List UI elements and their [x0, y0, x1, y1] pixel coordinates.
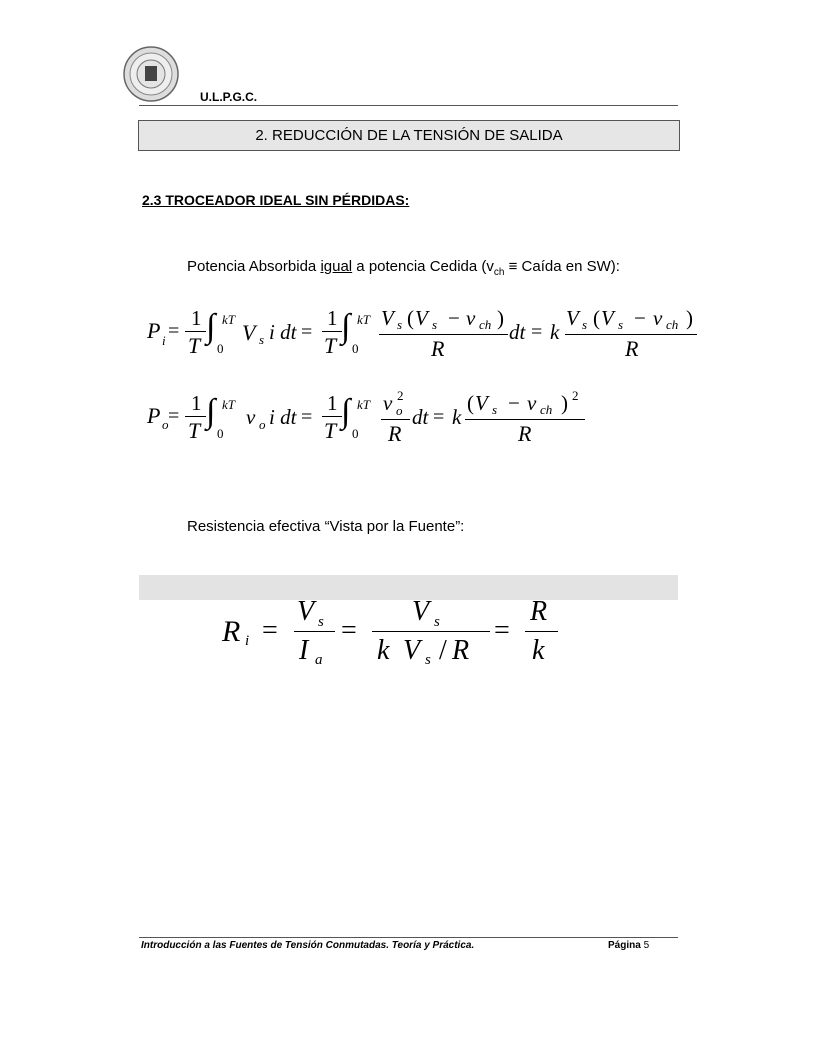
- chapter-title: 2. REDUCCIÓN DE LA TENSIÓN DE SALIDA: [138, 120, 680, 151]
- fraction-bar: [322, 416, 342, 417]
- math-symbol: s: [397, 317, 403, 332]
- fraction-bar: [465, 419, 585, 420]
- math-symbol: I: [299, 635, 309, 666]
- math-symbol: ): [686, 306, 693, 330]
- fraction-bar: [379, 334, 508, 335]
- math-symbol: T: [188, 418, 201, 443]
- math-symbol: 0: [217, 341, 224, 356]
- footer-rule: [139, 937, 678, 938]
- math-symbol: v: [527, 391, 537, 415]
- fraction-bar: [294, 631, 335, 632]
- math-symbol: V: [566, 306, 579, 330]
- institution-name: U.L.P.G.C.: [200, 90, 258, 104]
- math-symbol: kT: [357, 397, 370, 412]
- math-symbol: o: [396, 403, 403, 418]
- math-symbol: 1: [191, 306, 202, 330]
- fraction-bar: [185, 416, 206, 417]
- math-symbol: i dt: [269, 320, 297, 344]
- math-symbol: =: [433, 406, 445, 428]
- math-symbol: R: [530, 596, 548, 627]
- math-symbol: 2: [572, 388, 579, 403]
- math-symbol: s: [259, 332, 265, 347]
- fraction-bar: [381, 419, 410, 420]
- math-symbol: kT: [357, 312, 370, 327]
- math-symbol: s: [618, 317, 624, 332]
- math-symbol: v: [466, 306, 476, 330]
- math-symbol: o: [162, 417, 169, 432]
- math-symbol: ∫: [341, 308, 351, 345]
- fraction-bar: [525, 631, 558, 632]
- math-symbol: R: [388, 421, 402, 446]
- math-symbol: igual: [320, 258, 353, 275]
- university-seal-logo: [122, 46, 180, 102]
- math-symbol: =: [341, 615, 357, 646]
- math-symbol: ch: [666, 317, 679, 332]
- math-symbol: ∫: [206, 393, 216, 430]
- math-symbol: /: [439, 635, 447, 666]
- math-symbol: dt: [509, 320, 526, 344]
- math-symbol: 1: [327, 306, 338, 330]
- math-symbol: R: [222, 615, 241, 648]
- math-symbol: (: [467, 391, 474, 415]
- math-symbol: P: [147, 318, 161, 343]
- math-symbol: =: [301, 321, 313, 343]
- math-symbol: T: [324, 333, 337, 358]
- math-symbol: k: [377, 635, 390, 666]
- math-symbol: =: [531, 321, 543, 343]
- fraction-bar: [322, 331, 342, 332]
- section-title: 2.3 TROCEADOR IDEAL SIN PÉRDIDAS:: [142, 192, 410, 208]
- math-symbol: −: [508, 391, 520, 415]
- fraction-bar: [565, 334, 697, 335]
- math-symbol: v: [246, 405, 256, 429]
- math-symbol: R: [518, 421, 532, 446]
- math-symbol: Página: [608, 940, 641, 951]
- header-rule: [139, 105, 678, 106]
- math-symbol: =: [168, 320, 180, 342]
- math-symbol: =: [301, 406, 313, 428]
- math-symbol: o: [259, 417, 266, 432]
- math-symbol: 2: [397, 388, 404, 403]
- fraction-bar: [185, 331, 206, 332]
- math-symbol: 0: [352, 426, 359, 441]
- math-symbol: v: [653, 306, 663, 330]
- math-symbol: s: [492, 402, 498, 417]
- math-symbol: ch: [479, 317, 492, 332]
- math-symbol: 1: [327, 391, 338, 415]
- math-symbol: −: [634, 306, 646, 330]
- page-number: [608, 940, 649, 951]
- math-symbol: ch: [540, 402, 553, 417]
- math-symbol: k: [550, 320, 560, 344]
- math-symbol: a potencia Cedida (v: [352, 258, 494, 275]
- math-symbol: (: [593, 306, 600, 330]
- math-symbol: V: [415, 306, 428, 330]
- math-symbol: ): [561, 391, 568, 415]
- math-symbol: T: [188, 333, 201, 358]
- math-symbol: s: [432, 317, 438, 332]
- math-symbol: T: [324, 418, 337, 443]
- math-symbol: ∫: [341, 393, 351, 430]
- math-symbol: R: [431, 336, 445, 361]
- math-symbol: =: [262, 615, 278, 646]
- paragraph-power: [187, 258, 620, 278]
- math-symbol: ≡ Caída en SW):: [504, 258, 620, 275]
- math-symbol: k: [532, 635, 545, 666]
- math-symbol: =: [494, 615, 510, 646]
- math-symbol: i dt: [269, 405, 297, 429]
- math-symbol: i: [162, 333, 166, 348]
- math-symbol: V: [242, 320, 256, 345]
- footer-title: Introducción a las Fuentes de Tensión Conmutadas. Teoría y Práctica.: [141, 940, 475, 951]
- math-symbol: s: [425, 652, 431, 668]
- math-symbol: V: [412, 596, 430, 627]
- fraction-bar: [372, 631, 490, 632]
- math-symbol: k: [452, 405, 462, 429]
- math-symbol: V: [403, 635, 421, 666]
- math-symbol: dt: [412, 405, 429, 429]
- math-symbol: kT: [222, 397, 235, 412]
- equation-highlight-band: [139, 575, 678, 600]
- math-symbol: =: [168, 405, 180, 427]
- math-symbol: Potencia Absorbida: [187, 258, 321, 275]
- math-symbol: R: [452, 635, 470, 666]
- math-symbol: P: [147, 403, 161, 428]
- math-symbol: ∫: [206, 308, 216, 345]
- math-symbol: kT: [222, 312, 235, 327]
- math-symbol: 0: [217, 426, 224, 441]
- math-symbol: 0: [352, 341, 359, 356]
- math-symbol: ): [497, 306, 504, 330]
- math-symbol: −: [448, 306, 460, 330]
- math-symbol: a: [315, 652, 323, 668]
- math-symbol: 1: [191, 391, 202, 415]
- math-symbol: 5: [643, 940, 650, 951]
- math-symbol: s: [318, 614, 324, 630]
- math-symbol: V: [297, 596, 315, 627]
- math-symbol: V: [475, 391, 488, 415]
- math-symbol: ch: [493, 267, 505, 278]
- math-symbol: (: [407, 306, 414, 330]
- math-symbol: R: [625, 336, 639, 361]
- math-symbol: s: [582, 317, 588, 332]
- math-symbol: v: [383, 391, 393, 415]
- math-symbol: i: [245, 633, 250, 649]
- math-symbol: V: [381, 306, 394, 330]
- math-symbol: V: [601, 306, 614, 330]
- math-symbol: s: [434, 614, 440, 630]
- paragraph-resistance: Resistencia efectiva “Vista por la Fuente”:: [187, 518, 465, 535]
